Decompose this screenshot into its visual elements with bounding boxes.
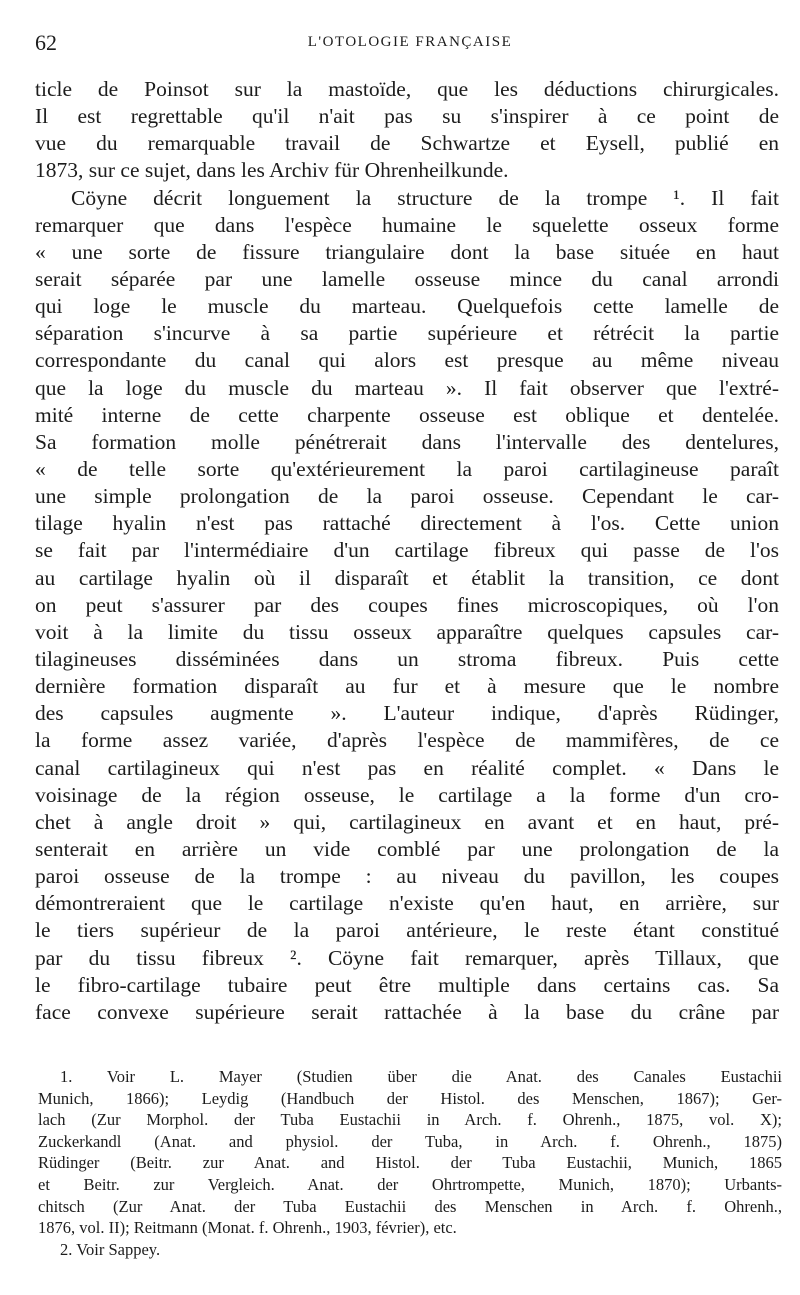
- running-title: L'OTOLOGIE FRANÇAISE: [307, 34, 513, 50]
- text-line: qui loge le muscle du marteau. Quelquefois cette lamelle de: [35, 294, 779, 319]
- footnote-line: Rüdinger (Beitr. zur Anat. and Histol. der Tuba Eustachii, Munich, 1865: [38, 1153, 782, 1173]
- text-line: 1873, sur ce sujet, dans les Archiv für Ohrenheilkunde.: [35, 158, 509, 183]
- footnote-line: lach (Zur Morphol. der Tuba Eustachii in Arch. f. Ohrenh., 1875, vol. X);: [38, 1110, 782, 1130]
- text-line: démontreraient que le cartilage n'existe qu'en haut, en arrière, sur: [35, 891, 779, 916]
- page-number: 62: [35, 30, 57, 55]
- footnote-line: 1876, vol. II); Reitmann (Monat. f. Ohrenh., 1903, février), etc.: [38, 1218, 457, 1238]
- text-line: voit à la limite du tissu osseux apparaître quelques capsules car-: [35, 619, 779, 644]
- text-line: remarquer que dans l'espèce humaine le squelette osseux forme: [35, 212, 779, 237]
- text-line: canal cartilagineux qui n'est pas en réalité complet. « Dans le: [35, 755, 779, 780]
- text-line: que la loge du muscle du marteau ». Il fait observer que l'extré-: [35, 375, 779, 400]
- text-line: tilagineuses disséminées dans un stroma fibreux. Puis cette: [35, 646, 779, 671]
- footnote-line: Zuckerkandl (Anat. and physiol. der Tuba, in Arch. f. Ohrenh., 1875): [38, 1131, 782, 1151]
- text-line: voisinage de la région osseuse, le cartilage a la forme d'un cro-: [35, 782, 779, 807]
- text-line: séparation s'incurve à sa partie supérieure et rétrécit la partie: [35, 321, 779, 346]
- text-line: Sa formation molle pénétrerait dans l'intervalle des dentelures,: [35, 429, 779, 454]
- text-line: Cöyne décrit longuement la structure de la trompe ¹. Il fait: [71, 185, 779, 210]
- text-line: au cartilage hyalin où il disparaît et établit la transition, ce dont: [35, 565, 779, 590]
- page-header: [35, 30, 785, 60]
- footnote-line: et Beitr. zur Vergleich. Anat. der Ohrtrompette, Munich, 1870); Urbants-: [38, 1174, 782, 1194]
- text-line: le tiers supérieur de la paroi antérieure, le reste étant constitué: [35, 918, 779, 943]
- text-line: on peut s'assurer par des coupes fines microscopiques, où l'on: [35, 592, 779, 617]
- text-line: le fibro-cartilage tubaire peut être multiple dans certains cas. Sa: [35, 972, 779, 997]
- text-line: une simple prolongation de la paroi osseuse. Cependant le car-: [35, 484, 779, 509]
- text-line: paroi osseuse de la trompe : au niveau du pavillon, les coupes: [35, 864, 779, 889]
- text-line: se fait par l'intermédiaire d'un cartilage fibreux qui passe de l'os: [35, 538, 779, 563]
- text-line: « de telle sorte qu'extérieurement la paroi cartilagineuse paraît: [35, 456, 779, 481]
- text-line: des capsules augmente ». L'auteur indique, d'après Rüdinger,: [35, 701, 779, 726]
- text-line: mité interne de cette charpente osseuse est oblique et dentelée.: [35, 402, 779, 427]
- text-line: senterait en arrière un vide comblé par une prolongation de la: [35, 836, 779, 861]
- text-line: « une sorte de fissure triangulaire dont la base située en haut: [35, 239, 779, 264]
- text-line: la forme assez variée, d'après l'espèce de mammifères, de ce: [35, 728, 779, 753]
- footnote-line: Munich, 1866); Leydig (Handbuch der Histol. des Menschen, 1867); Ger-: [38, 1088, 782, 1108]
- footnote-line: 1. Voir L. Mayer (Studien über die Anat. des Canales Eustachii: [60, 1067, 782, 1086]
- text-line: ticle de Poinsot sur la mastoïde, que les déductions chirurgicales.: [35, 77, 779, 101]
- text-line: serait séparée par une lamelle osseuse mince du canal arrondi: [35, 266, 779, 291]
- text-line: correspondante du canal qui alors est presque au même niveau: [35, 348, 779, 373]
- footnote-line: 2. Voir Sappey.: [60, 1239, 161, 1259]
- footnote-line: chitsch (Zur Anat. der Tuba Eustachii des Menschen in Arch. f. Ohrenh.,: [38, 1196, 782, 1216]
- text-line: face convexe supérieure serait rattachée à la base du crâne par: [35, 999, 779, 1024]
- text-line: vue du remarquable travail de Schwartze et Eysell, publié en: [35, 131, 779, 156]
- text-line: tilage hyalin n'est pas rattaché directement à l'os. Cette union: [35, 511, 779, 536]
- body-text: [35, 76, 779, 1026]
- text-line: dernière formation disparaît au fur et à mesure que le nombre: [35, 674, 779, 699]
- text-line: par du tissu fibreux ². Cöyne fait remarquer, après Tillaux, que: [35, 945, 779, 970]
- text-line: Il est regrettable qu'il n'ait pas su s'inspirer à ce point de: [35, 104, 779, 129]
- footnotes: [38, 1066, 782, 1260]
- text-line: chet à angle droit » qui, cartilagineux en avant et en haut, pré-: [35, 809, 779, 834]
